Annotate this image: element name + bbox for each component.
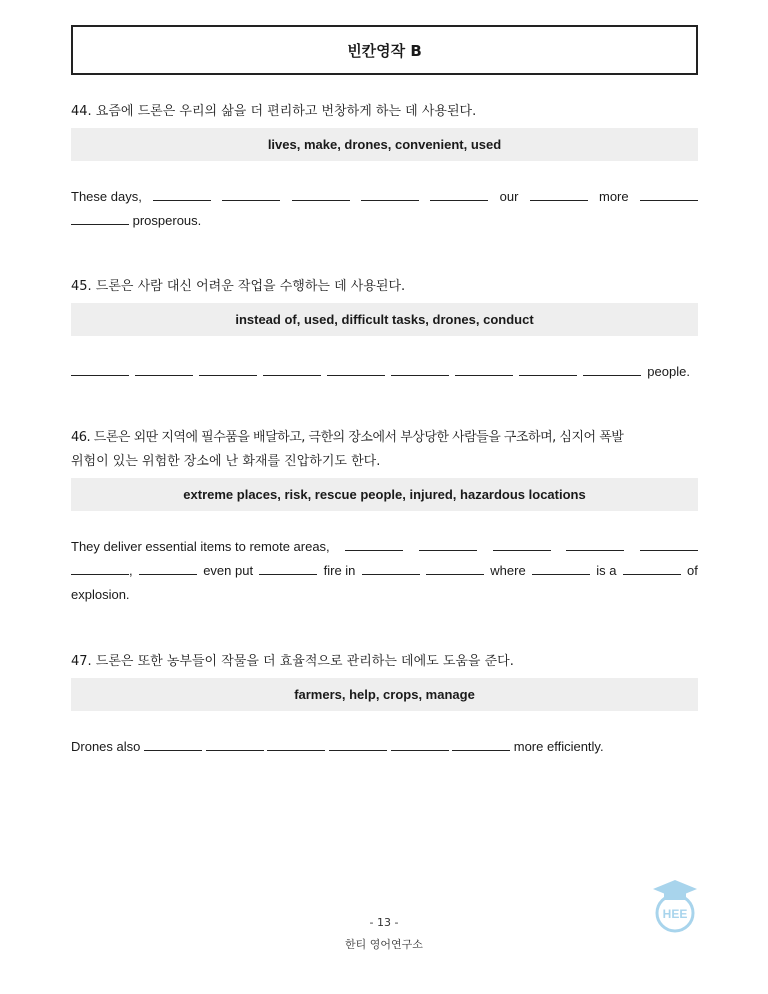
answer-blank[interactable]: [426, 560, 484, 575]
answer-text: even put: [203, 563, 254, 578]
answer-area: [71, 535, 698, 607]
question-47: [71, 650, 698, 759]
answer-blank[interactable]: [455, 361, 513, 376]
answer-blank[interactable]: [329, 736, 387, 751]
answer-text: Drones also: [71, 739, 141, 754]
answer-text: our: [499, 189, 519, 204]
answer-blank[interactable]: [361, 186, 419, 201]
answer-blank[interactable]: [292, 186, 350, 201]
question-46: [71, 426, 698, 607]
hint-box: [71, 678, 698, 711]
hint-box: [71, 128, 698, 161]
answer-text: people.: [647, 364, 690, 379]
hint-text: lives, make, drones, convenient, used: [267, 136, 502, 152]
answer-blank[interactable]: [206, 736, 264, 751]
answer-blank[interactable]: [222, 186, 280, 201]
answer-text: is a: [596, 563, 617, 578]
hint-box: [71, 303, 698, 336]
answer-blank[interactable]: [391, 361, 449, 376]
logo-text: HEE: [662, 907, 688, 921]
answer-blank[interactable]: [71, 560, 129, 575]
hint-text: farmers, help, crops, manage: [294, 686, 475, 702]
answer-line: [71, 185, 698, 209]
page-number: - 13 -: [369, 916, 399, 929]
answer-area: [71, 360, 698, 384]
answer-text: explosion.: [71, 587, 130, 602]
question-45: [71, 275, 698, 384]
answer-text: prosperous.: [132, 213, 202, 228]
answer-blank[interactable]: [530, 186, 588, 201]
answer-blank[interactable]: [640, 536, 698, 551]
title-text: 빈칸영작 B: [347, 41, 422, 60]
answer-area: [71, 735, 698, 759]
footer-org: 한티 영어연구소: [345, 938, 423, 951]
answer-blank[interactable]: [345, 536, 403, 551]
answer-text: where: [490, 563, 526, 578]
question-korean: 47. 드론은 또한 농부들이 작물을 더 효율적으로 관리하는 데에도 도움을 준다.: [71, 654, 514, 669]
answer-blank[interactable]: [71, 210, 129, 225]
question-44: [71, 100, 698, 233]
answer-text: of: [687, 563, 698, 578]
question-korean: 44. 요즘에 드론은 우리의 삶을 더 편리하고 번창하게 하는 데 사용된다.: [71, 104, 477, 119]
answer-fragment: [71, 559, 133, 583]
answer-blank[interactable]: [139, 560, 197, 575]
worksheet-title: [71, 25, 698, 75]
answer-blank[interactable]: [199, 361, 257, 376]
answer-blank[interactable]: [583, 361, 641, 376]
answer-blank[interactable]: [144, 736, 202, 751]
answer-text: ,: [129, 563, 133, 578]
hint-text: instead of, used, difficult tasks, drones, conduct: [235, 311, 534, 327]
answer-blank[interactable]: [493, 536, 551, 551]
answer-line: [71, 360, 698, 384]
answer-blank[interactable]: [71, 361, 129, 376]
answer-line: [71, 209, 698, 233]
answer-blank[interactable]: [391, 736, 449, 751]
answer-blank[interactable]: [327, 361, 385, 376]
answer-text: These days,: [71, 189, 142, 204]
answer-text: more: [599, 189, 629, 204]
answer-blank[interactable]: [532, 560, 590, 575]
answer-line: [71, 559, 698, 583]
question-korean-line: 위험이 있는 위험한 장소에 난 화재를 진압하기도 한다.: [71, 454, 381, 469]
answer-blank[interactable]: [430, 186, 488, 201]
answer-blank[interactable]: [362, 560, 420, 575]
question-korean: 45. 드론은 사람 대신 어려운 작업을 수행하는 데 사용된다.: [71, 279, 406, 294]
answer-text: fire in: [323, 563, 356, 578]
answer-blank[interactable]: [419, 536, 477, 551]
answer-blank[interactable]: [519, 361, 577, 376]
answer-blank[interactable]: [153, 186, 211, 201]
answer-blank[interactable]: [452, 736, 510, 751]
answer-blank[interactable]: [263, 361, 321, 376]
answer-blank[interactable]: [566, 536, 624, 551]
graduation-cap-logo: [650, 878, 700, 934]
hint-box: [71, 478, 698, 511]
answer-blank[interactable]: [640, 186, 698, 201]
answer-blank[interactable]: [267, 736, 325, 751]
answer-line: [71, 535, 698, 559]
answer-blank[interactable]: [623, 560, 681, 575]
answer-line: [71, 583, 698, 607]
answer-blank[interactable]: [259, 560, 317, 575]
hint-text: extreme places, risk, rescue people, injured, hazardous locations: [183, 486, 586, 502]
answer-blank[interactable]: [135, 361, 193, 376]
answer-line: [71, 735, 698, 759]
question-korean-line: 46. 드론은 외딴 지역에 필수품을 배달하고, 극한의 장소에서 부상당한 사람들을 구조하며, 심지어 폭발: [71, 430, 624, 445]
answer-text: They deliver essential items to remote areas,: [71, 539, 330, 554]
answer-area: [71, 185, 698, 233]
answer-text: more efficiently.: [513, 739, 604, 754]
